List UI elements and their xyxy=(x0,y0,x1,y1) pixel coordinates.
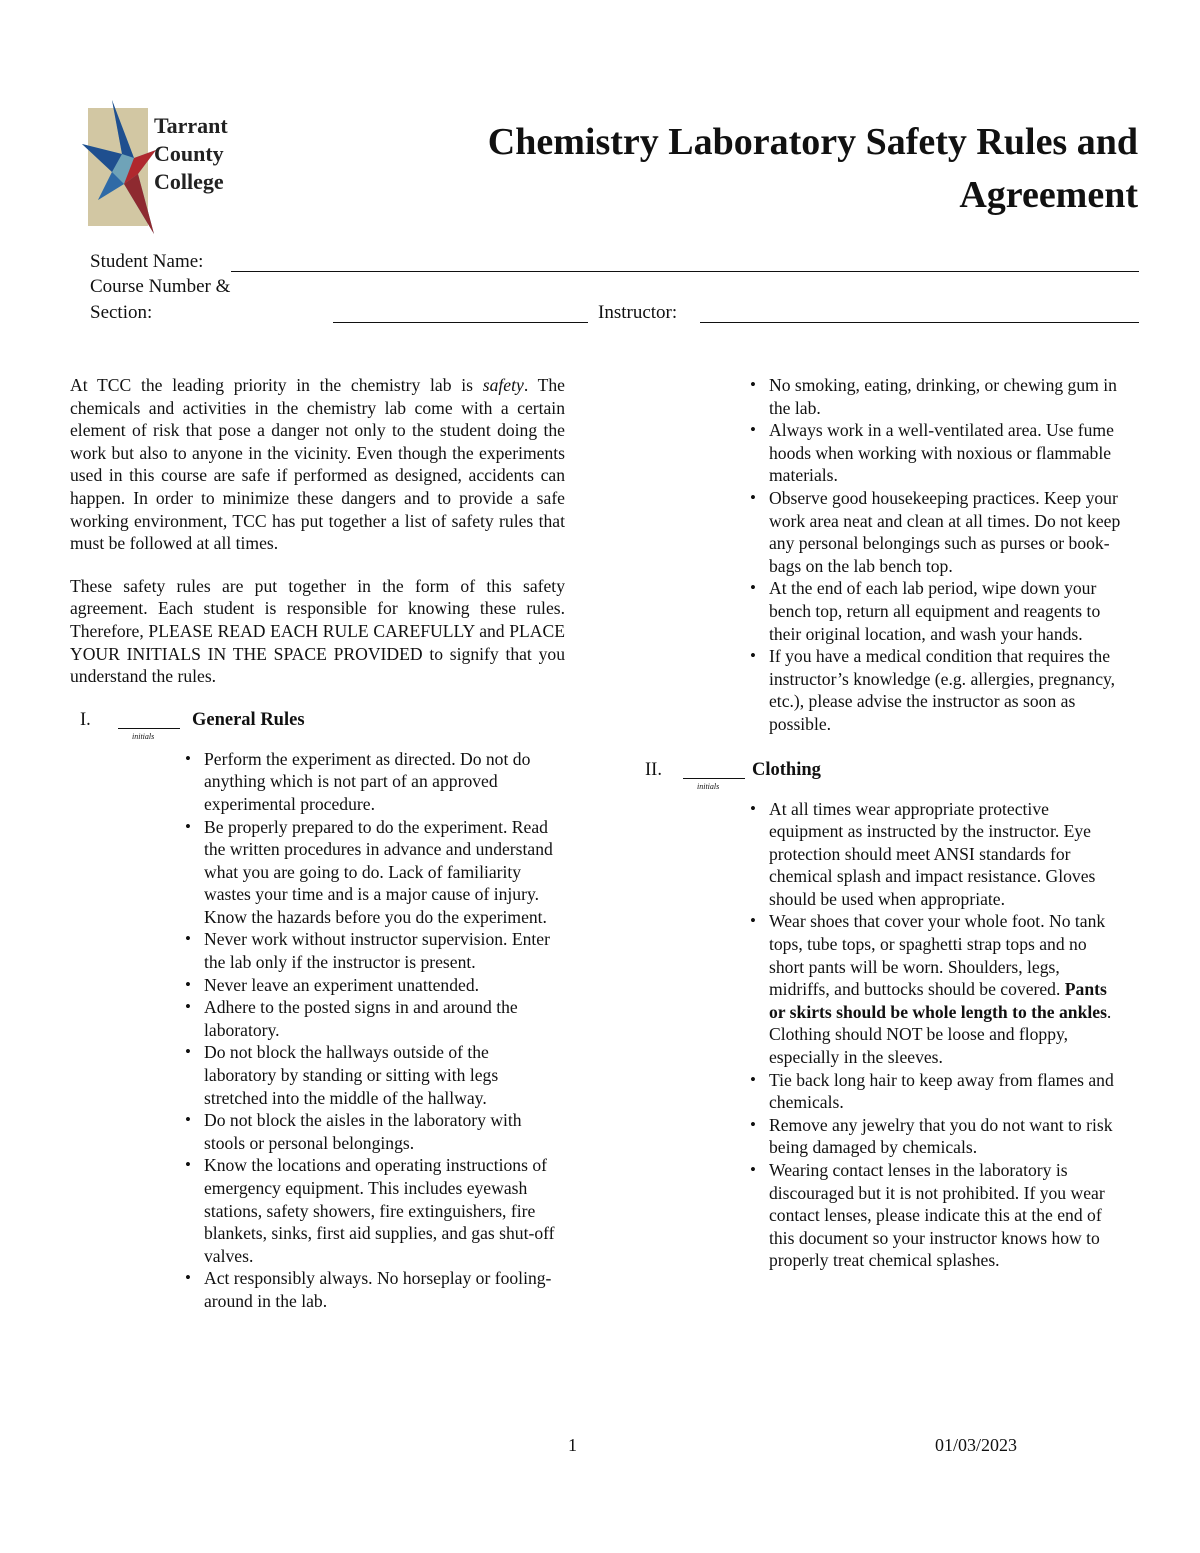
list-item: • Be properly prepared to do the experiment. Read the written procedures in advance and understand what you are going to do. Lack of familiarity wastes your time and is a major cause of injury. Know the hazards before you do the experiment. xyxy=(204,816,559,929)
initials-label: initials xyxy=(697,781,720,791)
list-item: • Always work in a well-ventilated area. Use fume hoods when working with noxious or flammable materials. xyxy=(769,419,1123,487)
list-item: • No smoking, eating, drinking, or chewing gum in the lab. xyxy=(769,374,1123,419)
course-section-field[interactable] xyxy=(333,322,588,323)
section-numeral: I. xyxy=(80,709,91,730)
list-item: • Observe good housekeeping practices. Keep your work area neat and clean at all times. Do not keep any personal belongings such as purses or book-bags on the lab bench top. xyxy=(769,487,1123,577)
list-item: • Do not block the aisles in the laboratory with stools or personal belongings. xyxy=(204,1109,559,1154)
list-item: • Adhere to the posted signs in and around the laboratory. xyxy=(204,996,559,1041)
logo-wordmark: Tarrant County College xyxy=(154,113,228,194)
section-clothing-header xyxy=(635,758,1135,791)
section-numeral: II. xyxy=(645,759,662,780)
instructor-label: Instructor: xyxy=(598,302,678,323)
list-item: • Never leave an experiment unattended. xyxy=(204,974,559,997)
page-number: 1 xyxy=(568,1435,577,1455)
initials-label: initials xyxy=(132,731,155,741)
general-rules-list-continued xyxy=(769,374,1123,736)
section-general-header xyxy=(70,708,565,741)
instructor-field[interactable] xyxy=(700,322,1139,323)
list-item: • Perform the experiment as directed. Do not do anything which is not part of an approved experimental procedure. xyxy=(204,748,559,816)
list-item: • At all times wear appropriate protective equipment as instructed by the instructor. Eye protection should meet ANSI standards for chemical splash and impact resistance. Gloves should be used when appropriate. xyxy=(769,798,1123,911)
right-column xyxy=(635,374,1135,1272)
student-name-field[interactable] xyxy=(231,271,1139,272)
course-number-label: Course Number & xyxy=(90,276,231,297)
document-date: 01/03/2023 xyxy=(935,1435,1018,1455)
list-item: • Wearing contact lenses in the laboratory is discouraged but it is not prohibited. If you wear contact lenses, please indicate this at the end of this document so your instructor knows how to properly treat chemical splashes. xyxy=(769,1159,1123,1272)
list-item: • Act responsibly always. No horseplay or fooling-around in the lab. xyxy=(204,1267,559,1312)
list-item: • At the end of each lab period, wipe down your bench top, return all equipment and reagents to their original location, and wash your hands. xyxy=(769,577,1123,645)
list-item: • Never work without instructor supervision. Enter the lab only if the instructor is present. xyxy=(204,928,559,973)
college-logo xyxy=(78,100,238,236)
list-item: • Do not block the hallways outside of the laboratory by standing or sitting with legs stretched into the middle of the hallway. xyxy=(204,1041,559,1109)
list-item: • Remove any jewelry that you do not want to risk being damaged by chemicals. xyxy=(769,1114,1123,1159)
clothing-rules-list xyxy=(769,798,1123,1272)
left-column xyxy=(70,374,565,1313)
agreement-paragraph: These safety rules are put together in the form of this safety agreement. Each student is responsible for knowing these rules. Therefore, PLEASE READ EACH RULE CAREFULLY and PLACE YOUR INITIALS IN THE SPACE PROVIDED to signify that you understand the rules. xyxy=(70,575,565,687)
list-item: • Wear shoes that cover your whole foot. No tank tops, tube tops, or spaghetti strap tops and no short pants will be worn. Shoulders, legs, midriffs, and buttocks should be covered. Pants or skirts should be whole length to the ankles. Clothing should NOT be loose and floppy, especially in the sleeves. xyxy=(769,910,1123,1068)
intro-paragraph: At TCC the leading priority in the chemistry lab is safety. The chemicals and activities in the chemistry lab come with a certain element of risk that pose a danger not only to the student doing the work but also to anyone in the vicinity. Even though the experiments used in this course are safe if performed as designed, accidents can happen. In order to minimize these dangers and to provide a safe working environment, TCC has put together a list of safety rules that must be followed at all times. xyxy=(70,375,565,554)
clothing-initials-field[interactable] xyxy=(683,778,745,779)
document-title: Chemistry Laboratory Safety Rules and Agreement xyxy=(487,121,1138,216)
section-title: General Rules xyxy=(192,709,305,730)
general-rules-list xyxy=(204,748,559,1313)
section-title: Clothing xyxy=(752,759,821,780)
list-item: • If you have a medical condition that requires the instructor’s knowledge (e.g. allergies, pregnancy, etc.), please advise the instructor as soon as possible. xyxy=(769,645,1123,735)
section-label: Section: xyxy=(90,302,153,323)
general-rules-initials-field[interactable] xyxy=(118,728,180,729)
list-item: • Tie back long hair to keep away from flames and chemicals. xyxy=(769,1069,1123,1114)
student-name-label: Student Name: xyxy=(90,251,204,272)
list-item: • Know the locations and operating instructions of emergency equipment. This includes eyewash stations, safety showers, fire extinguishers, fire blankets, sinks, first aid supplies, and gas shut-off valves. xyxy=(204,1154,559,1267)
